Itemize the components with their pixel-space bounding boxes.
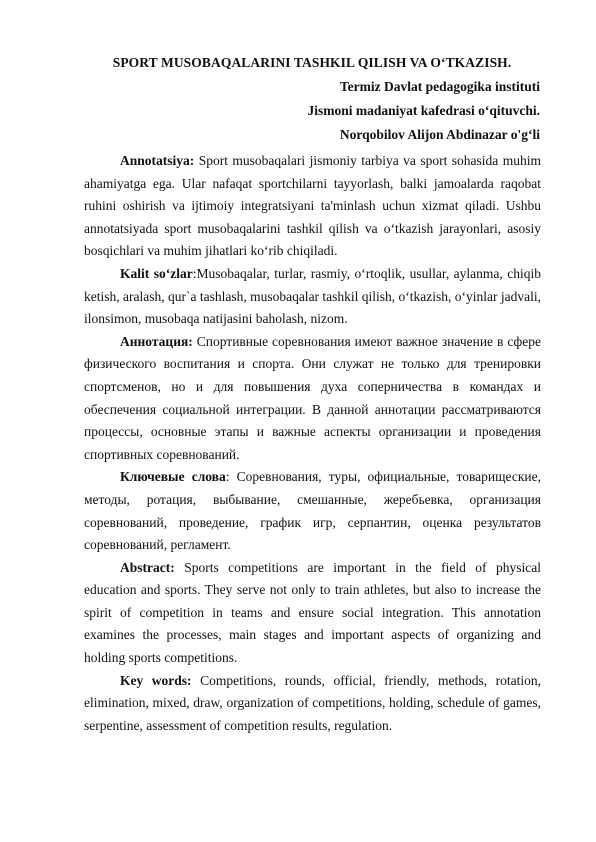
abstract-en-label: Abstract: [120,559,175,575]
article-body [84,150,541,737]
keywords-en-text: Competitions, rounds, official, friendly, methods, rotation, elimination, mixed, draw, organization of competitions, holding, schedule of games, serpentine, assessment of competition results, regulation. [84,672,541,733]
abstract-en [84,557,541,670]
annotation-uz-label: Annotatsiya: [120,153,195,168]
keywords-ru-label: Ключевые слова [120,469,226,485]
annotation-ru-label: Аннотация: [120,333,193,349]
annotation-uz [84,150,541,263]
annotation-ru [84,331,541,467]
keywords-en [84,670,541,738]
abstract-en-text: Sports competitions are important in the field of physical education and sports. They serve not only to train athletes, but also to increase the spirit of competition in teams and ensure social integration. This annotation examines the processes, main stages and important aspects of organizing and holding sports competitions. [84,559,541,666]
keywords-ru [84,466,541,556]
article-title: SPORT MUSOBAQALARINI TASHKIL QILISH VA O‘TKAZISH. [112,55,512,70]
keywords-uz-label: Kalit so‘zlar [120,265,193,281]
department-line: Jismoni madaniyat kafedrasi o‘qituvchi. [307,103,540,118]
annotation-ru-text: Спортивные соревнования имеют важное значение в сфере физического воспитания и спорта. Они служат не только для тренировки спортсменов, но и для повышения духа соперничества в командах и обеспечения социальной интеграции. В данной аннотации рассматриваются процессы, основные этапы и важные аспекты организации и проведения спортивных соревнований. [84,333,541,462]
author-name: Norqobilov Alijon Abdinazar o'g‘li [339,127,540,142]
keywords-en-label: Key words: [120,672,192,688]
annotation-uz-text: Sport musobaqalari jismoniy tarbiya va sport sohasida muhim ahamiyatga ega. Ular nafaqat sportchilarni tayyorlash, balki jamoalarda raqobat ruhini oshirish va ijtimoiy integratsiyani ta'minlash uchun xizmat qiladi. Ushbu annotatsiyada sport musobaqalarini tashkil qilish va o‘tkazish jarayonlari, asosiy bosqichlari va muhim jihatlari ko‘rib chiqiladi. [84,153,541,259]
keywords-uz [84,263,541,331]
keywords-uz-text: :Musobaqalar, turlar, rasmiy, o‘rtoqlik, usullar, aylanma, chiqib ketish, aralash, qur`a tashlash, musobaqalar tashkil qilish, o‘tkazish, o‘yinlar jadvali, ilonsimon, musobaqa natijasini baholash, nizom. [84,265,542,327]
institution-line: Termiz Davlat pedagogika instituti [339,79,540,94]
keywords-ru-text: : Соревнования, туры, официальные, товарищеские, методы, ротация, выбывание, смешанные, жеребьевка, организация соревнований, проведение, график игр, серпантин, оценка результатов соревнований, регламент. [84,469,541,553]
